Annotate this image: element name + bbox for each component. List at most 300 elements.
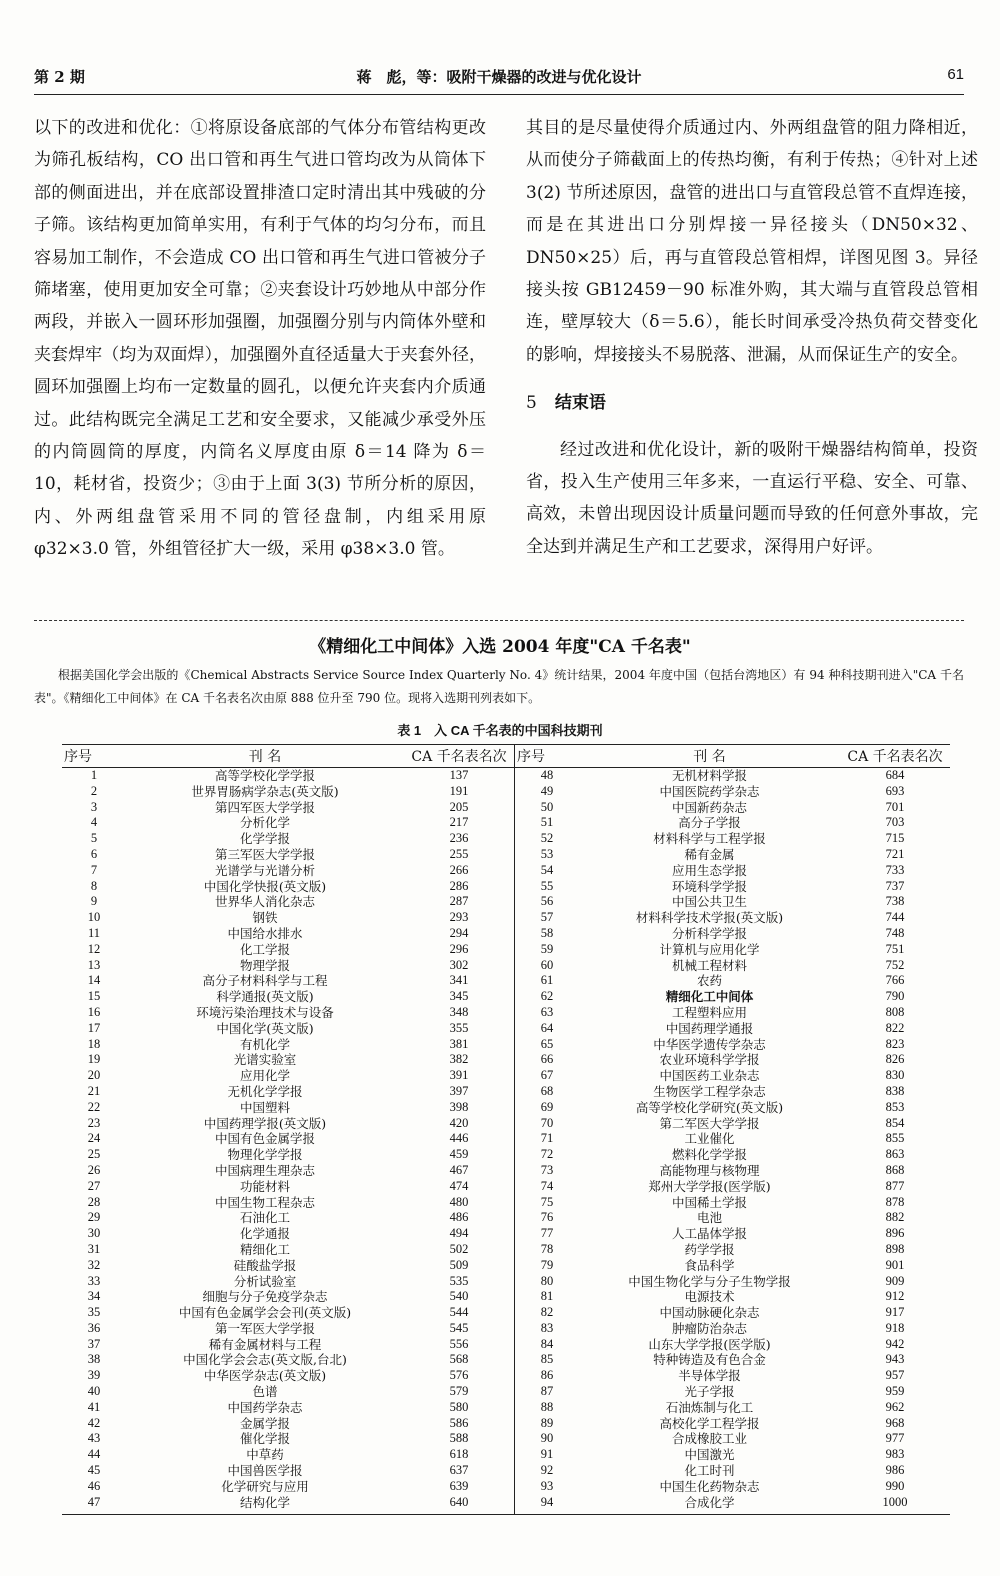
row-number: 53 [540,846,554,861]
ca-rank: 1000 [882,1494,908,1509]
journal-name: 世界华人消化杂志 [214,894,315,910]
table-row [62,1052,514,1068]
table-row [62,1431,514,1447]
journal-name: 石油化工 [239,1210,290,1226]
journal-name: 中国化学会会志(英文版,台北) [183,1352,347,1368]
row-number: 55 [540,878,554,893]
journal-name: 中国化学(英文版) [216,1020,314,1036]
ca-rank: 137 [449,768,469,782]
journal-name: 中华医学遗传学杂志 [653,1036,766,1052]
ca-rank: 556 [449,1336,469,1351]
ca-rank: 878 [885,1194,905,1209]
table-row [62,1084,514,1100]
row-number: 83 [540,1320,554,1335]
row-number: 29 [87,1210,101,1225]
column-header: CA 千名表名次 [840,745,950,768]
journal-name: 合成化学 [684,1494,735,1510]
row-number: 79 [540,1257,554,1272]
table-row [515,926,950,942]
row-number: 41 [87,1399,101,1414]
row-number: 16 [87,1004,101,1019]
ca-rank: 217 [449,815,469,830]
row-number: 43 [87,1431,101,1446]
table-row [62,910,514,926]
issue-label: 第 2 期 [34,68,85,86]
journal-name: 工程塑料应用 [671,1004,747,1020]
ca-rank: 588 [449,1431,469,1446]
row-number: 10 [87,910,101,925]
ca-rank: 302 [449,957,469,972]
row-number: 58 [540,925,554,940]
row-number: 75 [540,1194,554,1209]
table-row [62,863,514,879]
table-row [515,1037,950,1053]
journal-name: 高分子学报 [678,815,741,831]
journal-name: 中国新药杂志 [671,799,747,815]
journal-name: 工业催化 [684,1131,735,1147]
table-row [515,1052,950,1068]
ca-rank: 701 [885,799,905,814]
table-row [62,1163,514,1179]
journal-name: 中国化学快报(英文版) [203,878,327,894]
table-row [515,847,950,863]
ca-rank: 391 [449,1068,469,1083]
row-number: 94 [540,1494,554,1509]
table-row [515,1274,950,1290]
journal-name: 结构化学 [239,1494,290,1510]
table-row [62,1384,514,1400]
row-number: 47 [87,1494,101,1509]
table-row [515,958,950,974]
ca-rank: 693 [885,783,905,798]
ca-rank: 808 [885,1004,905,1019]
ca-rank: 748 [885,925,905,940]
column-header: 刊 名 [126,745,404,768]
column-header: 序号 [515,745,579,768]
table-row [62,1305,514,1321]
page-number: 61 [947,66,964,83]
table-row [62,1131,514,1147]
row-number: 4 [90,815,98,830]
table-row [515,1084,950,1100]
table-row [515,1321,950,1337]
journal-name: 精细化工 [239,1241,290,1257]
ca-rank: 703 [885,815,905,830]
row-number: 81 [540,1289,554,1304]
row-number: 84 [540,1336,554,1351]
row-number: 86 [540,1368,554,1383]
table-row [62,1226,514,1242]
row-number: 44 [87,1447,101,1462]
row-number: 54 [540,862,554,877]
journal-name: 中国有色金属学报 [214,1131,315,1147]
table-row [62,1321,514,1337]
table-row [62,1416,514,1432]
journal-ranking-table [62,744,950,1515]
journal-name: 中国动脉硬化杂志 [659,1305,760,1321]
table-row [515,1305,950,1321]
table-row [515,815,950,831]
ca-rank: 296 [449,941,469,956]
row-number: 35 [87,1305,101,1320]
row-number: 42 [87,1415,101,1430]
journal-name: 中国公共卫生 [671,894,747,910]
ca-rank: 918 [885,1320,905,1335]
journal-name: 科学通报(英文版) [216,989,314,1005]
ca-rank: 639 [449,1478,469,1493]
row-number: 8 [90,878,98,893]
ca-rank: 855 [885,1131,905,1146]
ca-rank: 480 [449,1194,469,1209]
table-row [515,910,950,926]
ca-rank: 744 [885,910,905,925]
table-row [515,1242,950,1258]
journal-name: 中华医学杂志(英文版) [203,1368,327,1384]
table-row [515,1068,950,1084]
ca-rank: 752 [885,957,905,972]
row-number: 19 [87,1052,101,1067]
journal-name: 中国药理学报(英文版) [203,1115,327,1131]
journal-name: 精细化工中间体 [665,989,754,1005]
ca-rank: 853 [885,1099,905,1114]
ca-rank: 790 [885,989,905,1004]
row-number: 20 [87,1068,101,1083]
journal-name: 物理学报 [239,957,290,973]
ca-rank: 917 [885,1305,905,1320]
ca-rank: 255 [449,846,469,861]
ca-rank: 446 [449,1131,469,1146]
table-row [62,1021,514,1037]
ca-rank: 420 [449,1115,469,1130]
row-number: 2 [90,783,98,798]
table-row [62,1116,514,1132]
column-header: CA 千名表名次 [404,745,514,768]
journal-name: 材料科学与工程学报 [653,831,766,847]
table-row [62,847,514,863]
row-number: 14 [87,973,101,988]
table-row [515,1163,950,1179]
ca-rank: 494 [449,1226,469,1241]
ca-rank: 509 [449,1257,469,1272]
table-row [515,831,950,847]
row-number: 82 [540,1305,554,1320]
journal-name: 化工学报 [239,941,290,957]
row-number: 73 [540,1162,554,1177]
table-row [62,1037,514,1053]
table-row [515,784,950,800]
ca-rank: 826 [885,1052,905,1067]
ca-rank: 896 [885,1226,905,1241]
ca-rank: 544 [449,1305,469,1320]
row-number: 46 [87,1478,101,1493]
row-number: 69 [540,1099,554,1114]
ca-rank: 286 [449,878,469,893]
journal-name: 硅酸盐学报 [233,1257,297,1273]
table-row [515,863,950,879]
journal-name: 肿瘤防治杂志 [671,1320,747,1336]
journal-name: 中国病理生理杂志 [214,1162,315,1178]
row-number: 89 [540,1415,554,1430]
row-number: 17 [87,1020,101,1035]
header-rule [34,94,964,95]
journal-name: 高等学校化学学报 [214,768,315,783]
journal-name: 稀有金属材料与工程 [208,1336,322,1352]
row-number: 74 [540,1178,554,1193]
row-number: 90 [540,1431,554,1446]
table-row [62,926,514,942]
ca-rank: 822 [885,1020,905,1035]
table-row [515,1021,950,1037]
table-row [62,1479,514,1495]
table-row [515,1495,950,1511]
ca-rank: 733 [885,862,905,877]
table-row [62,1005,514,1021]
row-number: 61 [540,973,554,988]
row-number: 65 [540,1036,554,1051]
row-number: 78 [540,1241,554,1256]
journal-name: 中国药理学通报 [665,1020,754,1036]
row-number: 30 [87,1226,101,1241]
table-row [62,973,514,989]
ca-rank: 381 [449,1036,469,1051]
journal-name: 农药 [696,973,722,989]
ca-rank: 486 [449,1210,469,1225]
ca-rank: 830 [885,1068,905,1083]
row-number: 27 [87,1178,101,1193]
row-number: 76 [540,1210,554,1225]
table-row [515,973,950,989]
table-row [515,1400,950,1416]
row-number: 9 [90,894,98,909]
section-number: 5 [526,393,537,414]
journal-name: 钢铁 [252,910,278,926]
journal-name: 催化学报 [239,1431,290,1447]
row-number: 18 [87,1036,101,1051]
row-number: 77 [540,1226,554,1241]
journal-name: 光谱学与光谱分析 [214,862,315,878]
ca-rank: 986 [885,1463,905,1478]
row-number: 62 [540,989,554,1004]
journal-name: 机械工程材料 [671,957,747,973]
journal-name: 无机材料学报 [671,768,747,783]
ca-rank: 977 [885,1431,905,1446]
row-number: 26 [87,1162,101,1177]
row-number: 59 [540,941,554,956]
journal-name: 燃料化学学报 [671,1147,747,1163]
ca-rank: 293 [449,910,469,925]
row-number: 28 [87,1194,101,1209]
row-number: 51 [540,815,554,830]
journal-name: 中国激光 [684,1447,735,1463]
ca-rank: 459 [449,1147,469,1162]
ca-rank: 205 [449,799,469,814]
table-caption: 表 1 入 CA 千名表的中国科技期刊 [397,723,603,738]
table-row [515,942,950,958]
ca-rank: 191 [449,783,469,798]
table-row [515,768,950,784]
row-number: 12 [87,941,101,956]
table-row [62,800,514,816]
journal-name: 色谱 [252,1384,278,1400]
table-row [62,1242,514,1258]
ca-rank: 637 [449,1463,469,1478]
row-number: 25 [87,1147,101,1162]
row-number: 32 [87,1257,101,1272]
journal-name: 高能物理与核物理 [659,1162,760,1178]
table-row [62,1147,514,1163]
ca-rank: 863 [885,1147,905,1162]
ca-rank: 341 [449,973,469,988]
journal-name: 应用化学 [239,1068,290,1084]
row-number: 56 [540,894,554,909]
row-number: 1 [90,768,98,782]
running-title: 蒋 彪，等：吸附干燥器的改进与优化设计 [356,68,642,86]
row-number: 45 [87,1463,101,1478]
journal-name: 环境科学学报 [671,878,747,894]
table-row [62,1195,514,1211]
journal-name: 环境污染治理技术与设备 [196,1004,334,1020]
row-number: 49 [540,783,554,798]
table-right-half [515,745,950,1510]
row-number: 52 [540,831,554,846]
table-row [62,1258,514,1274]
ca-rank: 684 [885,768,905,782]
ca-rank: 968 [885,1415,905,1430]
table-row [515,1479,950,1495]
journal-name: 郑州大学学报(医学版) [648,1178,771,1194]
body-paragraph: 经过改进和优化设计，新的吸附干燥器结构简单，投资省，投入生产使用三年多来，一直运行平稳、安全、可靠、高效，未曾出现因设计质量问题而导致的任何意外事故，完全达到并满足生产和工艺要求，深得用户好评。 [526,439,978,557]
row-number: 93 [540,1478,554,1493]
row-number: 64 [540,1020,554,1035]
row-number: 92 [540,1463,554,1478]
journal-name: 高分子材料科学与工程 [202,973,328,989]
row-number: 71 [540,1131,554,1146]
table-row [62,1274,514,1290]
ca-rank: 640 [449,1494,469,1509]
table-row [515,1116,950,1132]
row-number: 24 [87,1131,101,1146]
table-row [62,768,514,784]
table-row [62,831,514,847]
ca-rank: 738 [885,894,905,909]
journal-name: 第一军医大学学报 [214,1320,315,1336]
table-row [515,1179,950,1195]
journal-name: 高等学校化学研究(英文版) [635,1099,784,1115]
ca-rank: 898 [885,1241,905,1256]
row-number: 66 [540,1052,554,1067]
table-row [62,1337,514,1353]
row-number: 38 [87,1352,101,1367]
row-number: 22 [87,1099,101,1114]
row-number: 91 [540,1447,554,1462]
ca-rank: 467 [449,1162,469,1177]
journal-name: 物理化学学报 [227,1147,303,1163]
ca-rank: 397 [449,1083,469,1098]
table-row [62,894,514,910]
journal-name: 食品科学 [684,1257,735,1273]
row-number: 5 [90,831,98,846]
table-left-half [62,745,514,1510]
ca-rank: 901 [885,1257,905,1272]
ca-rank: 962 [885,1399,905,1414]
row-number: 40 [87,1384,101,1399]
ca-rank: 715 [885,831,905,846]
body-paragraph: 以下的改进和优化：①将原设备底部的气体分布管结构更改为筛孔板结构，CO 出口管和再生气进口管均改为从筒体下部的侧面进出，并在底部设置排渣口定时清出其中残破的分子筛。该结构更加简单实用，有利于气体的均匀分布，而且容易加工制作，不会造成 CO 出口管和再生气进口管被分子筛堵塞，使用更加安全可靠；②夹套设计巧妙地从中部分作两段，并嵌入一圆环形加强圈，加强圈分别与内筒体外壁和夹套焊牢（均为双面焊），加强圈外直径适量大于夹套外径，圆环加强圈上均布一定数量的圆孔，以便允许夹套内介质通过。此结构既完全满足工艺和安全要求，又能减少承受外压的内筒圆筒的厚度，内筒名义厚度由原 δ＝14 降为 δ＝10，耗材省，投资少；③由于上面 3(3) 节所分析的原因，内、外两组盘管采用不同的管径盘制，内组采用原 φ32×3.0 管，外组管径扩大一级，采用 φ38×3.0 管。 [34,118,486,560]
journal-name: 中国生化药物杂志 [659,1478,760,1494]
journal-name: 计算机与应用化学 [659,941,760,957]
table-row [62,1352,514,1368]
table-row [515,1195,950,1211]
row-number: 36 [87,1320,101,1335]
row-number: 67 [540,1068,554,1083]
row-number: 3 [90,799,98,814]
row-number: 85 [540,1352,554,1367]
table-row [62,1068,514,1084]
table-row [515,879,950,895]
row-number: 7 [90,862,98,877]
journal-name: 第三军医大学学报 [214,846,315,862]
row-number: 34 [87,1289,101,1304]
row-number: 6 [90,846,98,861]
ca-rank: 838 [885,1083,905,1098]
table-row [62,1495,514,1511]
journal-name: 分析试验室 [233,1273,297,1289]
journal-name: 电源技术 [684,1289,735,1305]
ca-rank: 579 [449,1384,469,1399]
ca-rank: 990 [885,1478,905,1493]
journal-name: 山东大学学报(医学版) [648,1336,771,1352]
ca-rank: 398 [449,1099,469,1114]
table-row [62,989,514,1005]
journal-name: 石油炼制与化工 [665,1399,754,1415]
journal-name: 中草药 [246,1447,284,1463]
ca-rank: 348 [449,1004,469,1019]
journal-name: 中国药学杂志 [227,1399,303,1415]
row-number: 68 [540,1083,554,1098]
table-row [62,1179,514,1195]
table-row [515,1210,950,1226]
journal-name: 电池 [696,1210,722,1226]
table-row [62,1400,514,1416]
ca-rank: 909 [885,1273,905,1288]
intro-text: 根据美国化学会出版的《Chemical Abstracts Service Source Index Quarterly No. 4》统计结果，2004 年度中国（包括台湾地区）有 94 种科技期刊进入"CA 千名表"。《精细化工中间体》在 CA 千名表名次由原 888 位升至 790 位。现将入选期刊列表如下。 [34,668,964,705]
journal-name: 合成橡胶工业 [671,1431,747,1447]
ca-rank: 345 [449,989,469,1004]
row-number: 21 [87,1083,101,1098]
table-row [62,815,514,831]
journal-name: 中国生物化学与分子生物学报 [628,1273,791,1289]
ca-rank: 576 [449,1368,469,1383]
ca-rank: 382 [449,1052,469,1067]
table-row [515,1416,950,1432]
row-number: 57 [540,910,554,925]
journal-name: 化学学报 [239,831,290,847]
ca-rank: 545 [449,1320,469,1335]
column-header: 序号 [62,745,126,768]
journal-name: 生物医学工程学杂志 [653,1083,766,1099]
row-number: 13 [87,957,101,972]
row-number: 80 [540,1273,554,1288]
journal-name: 中国兽医学报 [227,1463,303,1479]
row-number: 88 [540,1399,554,1414]
section-heading [526,387,978,419]
ca-rank: 943 [885,1352,905,1367]
box-divider [34,620,964,621]
journal-name: 化学通报 [239,1226,290,1242]
ca-rank: 983 [885,1447,905,1462]
table-row [515,800,950,816]
ca-rank: 823 [885,1036,905,1051]
